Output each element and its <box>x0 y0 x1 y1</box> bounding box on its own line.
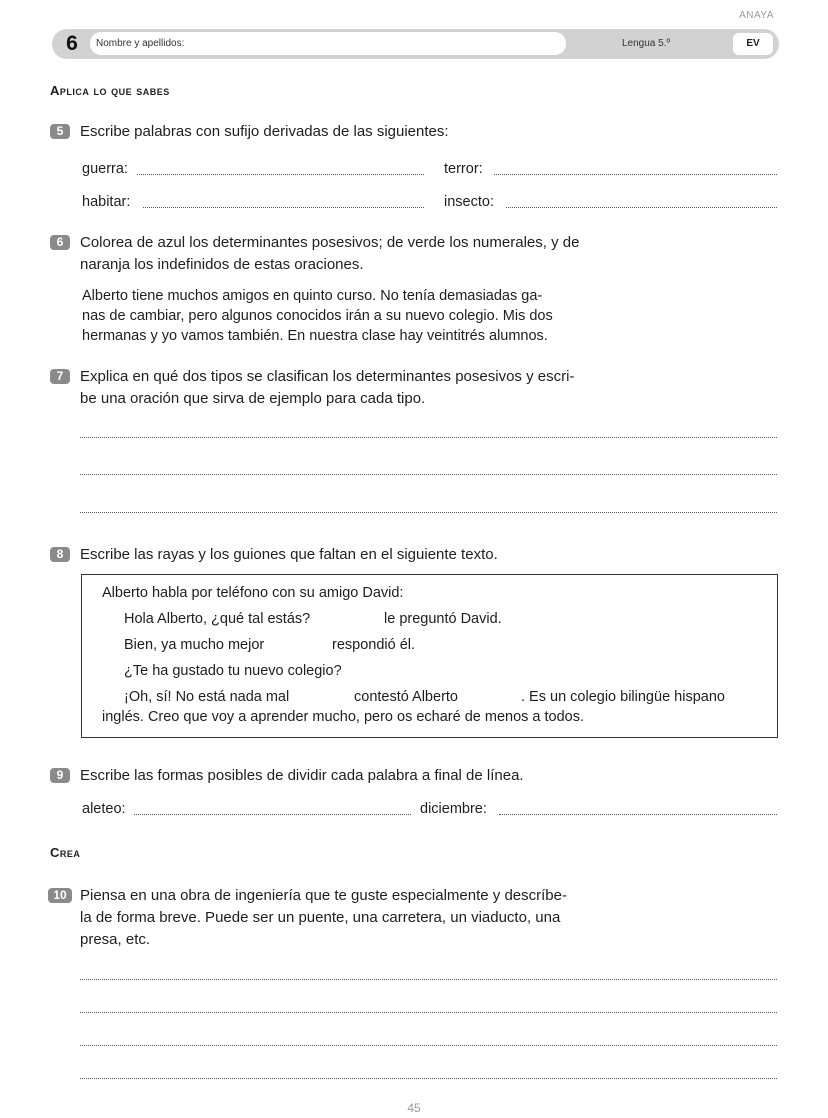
word-label: insecto: <box>444 194 494 210</box>
answer-line[interactable] <box>80 1012 777 1013</box>
answer-line[interactable] <box>499 814 777 815</box>
dialogue-line: respondió él. <box>332 637 416 653</box>
exercise-instruction: naranja los indefinidos de estas oraciones. <box>80 256 364 273</box>
word-label: aleteo: <box>82 801 126 817</box>
answer-line[interactable] <box>80 474 777 475</box>
exercise-number: 9 <box>50 768 70 783</box>
exercise-instruction: presa, etc. <box>80 931 151 948</box>
dialogue-line: inglés. Creo que voy a aprender mucho, pero os echaré de menos a todos. <box>102 709 585 725</box>
paragraph-line: hermanas y yo vamos también. En nuestra clase hay veintitrés alumnos. <box>82 328 548 344</box>
exercise-number: 5 <box>50 124 70 139</box>
exercise-instruction: be una oración que sirva de ejemplo para cada tipo. <box>80 390 426 407</box>
answer-line[interactable] <box>494 174 777 175</box>
exercise-number: 6 <box>50 235 70 250</box>
answer-line[interactable] <box>80 979 777 980</box>
paragraph-line: nas de cambiar, pero algunos conocidos irán a su nuevo colegio. Mis dos <box>82 308 553 324</box>
dialogue-line: Bien, ya mucho mejor <box>124 637 265 653</box>
dialogue-line: le preguntó David. <box>384 611 502 627</box>
section-title-create: Crea <box>50 845 81 860</box>
name-label: Nombre y apellidos: <box>96 38 185 49</box>
answer-line[interactable] <box>506 207 777 208</box>
word-label: diciembre: <box>420 801 487 817</box>
exercise-number: 10 <box>48 888 72 903</box>
answer-line[interactable] <box>134 814 411 815</box>
exercise-instruction: la de forma breve. Puede ser un puente, una carretera, un viaducto, una <box>80 909 561 926</box>
paragraph-line: Alberto tiene muchos amigos en quinto curso. No tenía demasiadas ga- <box>82 288 543 304</box>
unit-number: 6 <box>66 32 78 55</box>
dialogue-line: contestó Alberto <box>354 689 458 705</box>
page-number: 45 <box>407 1101 421 1115</box>
exercise-number: 8 <box>50 547 70 562</box>
dialogue-line: ¿Te ha gustado tu nuevo colegio? <box>124 663 342 679</box>
exercise-instruction: Colorea de azul los determinantes posesivos; de verde los numerales, y de <box>80 234 580 251</box>
subject-label: Lengua 5.º <box>622 38 671 49</box>
exercise-number: 7 <box>50 369 70 384</box>
answer-line[interactable] <box>80 512 777 513</box>
section-title-apply: Aplica lo que sabes <box>50 83 170 98</box>
exercise-instruction: Piensa en una obra de ingeniería que te guste especialmente y descríbe- <box>80 887 567 904</box>
exercise-instruction: Escribe las rayas y los guiones que faltan en el siguiente texto. <box>80 546 498 563</box>
exercise-instruction: Escribe palabras con sufijo derivadas de las siguientes: <box>80 123 449 140</box>
dialogue-line: . Es un colegio bilingüe hispano <box>521 689 725 705</box>
publisher-logo: ANAYA <box>739 10 774 21</box>
word-label: terror: <box>444 161 483 177</box>
word-label: habitar: <box>82 194 131 210</box>
exercise-instruction: Escribe las formas posibles de dividir cada palabra a final de línea. <box>80 767 524 784</box>
dialogue-line: Alberto habla por teléfono con su amigo David: <box>102 585 404 601</box>
answer-line[interactable] <box>80 437 777 438</box>
answer-line[interactable] <box>80 1078 777 1079</box>
exercise-instruction: Explica en qué dos tipos se clasifican los determinantes posesivos y escri- <box>80 368 575 385</box>
word-label: guerra: <box>82 161 128 177</box>
dialogue-line: Hola Alberto, ¿qué tal estás? <box>124 611 311 627</box>
level-badge: EV <box>733 33 773 55</box>
answer-line[interactable] <box>137 174 424 175</box>
dialogue-line: ¡Oh, sí! No está nada mal <box>124 689 290 705</box>
answer-line[interactable] <box>143 207 424 208</box>
answer-line[interactable] <box>80 1045 777 1046</box>
